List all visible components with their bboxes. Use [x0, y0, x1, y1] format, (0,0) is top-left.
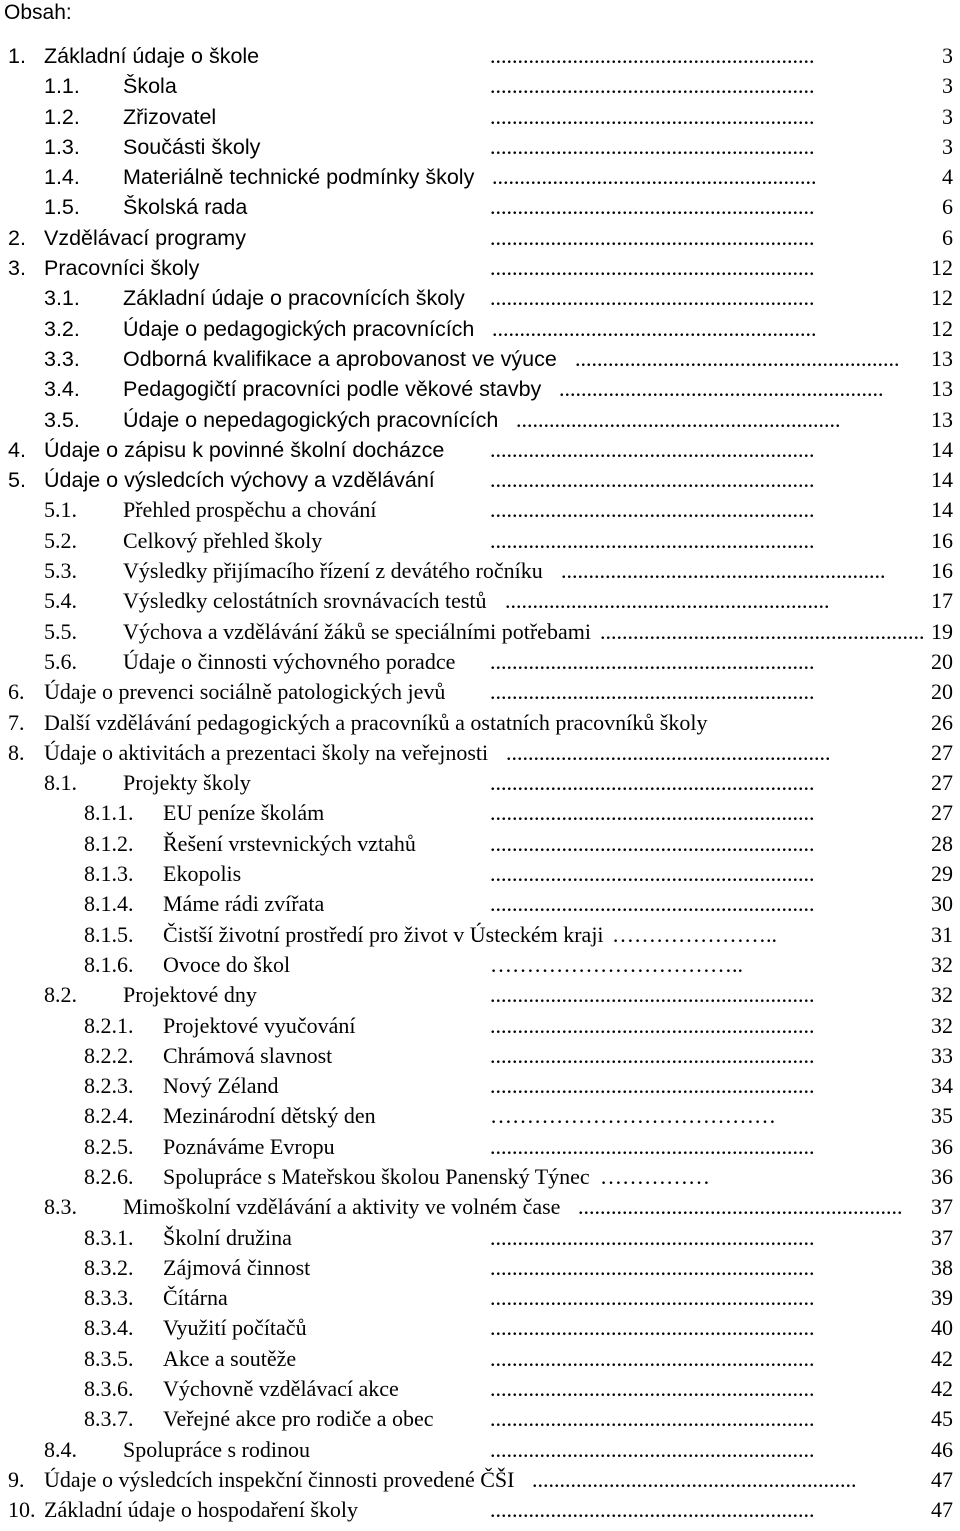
toc-entry-title: Celkový přehled školy	[123, 527, 323, 553]
toc-entry[interactable]	[0, 465, 960, 495]
toc-entry[interactable]	[0, 950, 960, 980]
toc-entry-number: 1.2.	[44, 104, 80, 129]
toc-entry-page: 46	[931, 1436, 953, 1462]
toc-entry-page: 19	[931, 618, 953, 644]
toc-entry-leader: ...........................................................	[490, 73, 815, 99]
table-of-contents	[0, 41, 960, 1526]
toc-entry-title: Zřizovatel	[123, 104, 217, 129]
toc-entry-leader: ...........................................................	[575, 345, 900, 371]
toc-entry-number: 4.	[8, 437, 26, 462]
toc-entry[interactable]	[0, 889, 960, 919]
toc-entry-title: Údaje o aktivitách a prezentaci školy na veřejnosti	[44, 739, 489, 765]
toc-entry-title: Projektové dny	[123, 982, 257, 1008]
toc-entry[interactable]	[0, 1132, 960, 1162]
toc-entry-title: Mezinárodní dětský den	[163, 1103, 376, 1129]
toc-entry-leader: ...........................................................	[490, 103, 815, 129]
toc-entry-number: 8.2.2.	[84, 1042, 134, 1068]
toc-entry-page: 17	[931, 588, 953, 614]
toc-entry-number: 1.3.	[44, 134, 80, 159]
toc-entry[interactable]	[0, 192, 960, 222]
toc-entry-page: 36	[931, 1133, 953, 1159]
toc-entry[interactable]	[0, 71, 960, 101]
toc-entry-number: 1.1.	[44, 74, 80, 99]
toc-entry-leader: ...........................................................	[490, 770, 815, 796]
toc-entry-title: Poznáváme Evropu	[163, 1133, 335, 1159]
toc-entry-title: Škola	[123, 74, 177, 99]
toc-entry-number: 8.1.3.	[84, 861, 134, 887]
toc-entry-number: 5.2.	[44, 527, 77, 553]
toc-entry-page: 29	[931, 861, 953, 887]
toc-entry[interactable]	[0, 798, 960, 828]
toc-entry-title: Základní údaje o pracovnících školy	[123, 286, 465, 311]
toc-entry-number: 5.6.	[44, 648, 77, 674]
toc-entry-number: 8.1.5.	[84, 921, 134, 947]
toc-entry-number: 8.2.5.	[84, 1133, 134, 1159]
toc-entry-title: Výsledky celostátních srovnávacích testů	[123, 588, 487, 614]
toc-entry-page: 13	[931, 345, 953, 371]
toc-entry-leader: ...........................................................	[532, 1466, 857, 1492]
toc-entry-number: 8.3.7.	[84, 1406, 134, 1432]
toc-entry-leader: ...........................................................	[490, 1436, 815, 1462]
toc-entry-page: 36	[931, 1163, 953, 1189]
toc-heading: Obsah:	[4, 1, 72, 24]
toc-entry-number: 3.2.	[44, 316, 80, 341]
toc-entry-leader: ...........................................................	[490, 1345, 815, 1371]
toc-entry[interactable]	[0, 344, 960, 374]
toc-entry-page: 39	[931, 1285, 953, 1311]
toc-entry-title: Zájmová činnost	[163, 1254, 311, 1280]
toc-entry-page: 6	[942, 194, 953, 220]
toc-entry-number: 10.	[8, 1497, 36, 1523]
toc-entry-title: Údaje o činnosti výchovného poradce	[123, 648, 456, 674]
toc-entry-page: 26	[931, 709, 953, 735]
toc-entry-page: 12	[931, 255, 953, 281]
toc-entry-title: Mimoškolní vzdělávání a aktivity ve volném čase	[123, 1194, 561, 1220]
toc-entry-page: 28	[931, 830, 953, 856]
toc-entry-leader: ...........................................................	[492, 164, 817, 190]
toc-entry[interactable]	[0, 1435, 960, 1465]
toc-entry-leader: …………………………………	[490, 1103, 776, 1129]
toc-entry-title: Odborná kvalifikace a aprobovanost ve výuce	[123, 346, 557, 371]
toc-entry-page: 33	[931, 1042, 953, 1068]
toc-entry-page: 27	[931, 770, 953, 796]
toc-entry-page: 40	[931, 1315, 953, 1341]
toc-entry[interactable]	[0, 617, 960, 647]
toc-entry-title: Řešení vrstevnických vztahů	[163, 830, 416, 856]
toc-entry[interactable]	[0, 314, 960, 344]
toc-entry-number: 9.	[8, 1466, 25, 1492]
toc-entry-number: 7.	[8, 709, 25, 735]
toc-entry-leader: ...........................................................	[490, 1406, 815, 1432]
toc-entry-title: Další vzdělávání pedagogických a pracovníků a ostatních pracovníků školy	[44, 709, 708, 735]
toc-entry-leader: ...........................................................	[490, 436, 815, 462]
toc-entry-number: 8.2.4.	[84, 1103, 134, 1129]
toc-entry-page: 14	[931, 436, 953, 462]
toc-entry-number: 8.	[8, 739, 25, 765]
toc-entry-number: 8.3.1.	[84, 1224, 134, 1250]
toc-entry-number: 8.2.6.	[84, 1163, 134, 1189]
toc-entry-leader: ...........................................................	[490, 497, 815, 523]
toc-entry[interactable]	[0, 1404, 960, 1434]
toc-entry[interactable]	[0, 405, 960, 435]
toc-entry-number: 8.3.2.	[84, 1254, 134, 1280]
toc-entry[interactable]	[0, 1495, 960, 1525]
toc-entry-page: 3	[942, 133, 953, 159]
toc-entry-page: 45	[931, 1406, 953, 1432]
toc-entry-leader: ...........................................................	[578, 1194, 903, 1220]
toc-entry[interactable]	[0, 920, 960, 950]
toc-entry-leader: ...........................................................	[490, 1042, 815, 1068]
toc-entry-title: Pracovníci školy	[44, 256, 200, 281]
toc-entry-leader: ...........................................................	[505, 588, 830, 614]
toc-entry-page: 3	[942, 73, 953, 99]
toc-entry-number: 8.4.	[44, 1436, 77, 1462]
toc-entry-number: 3.1.	[44, 286, 80, 311]
toc-entry-page: 32	[931, 1012, 953, 1038]
toc-entry[interactable]	[0, 495, 960, 525]
toc-entry-number: 1.	[8, 44, 26, 68]
toc-entry-title: Spolupráce s rodinou	[123, 1436, 310, 1462]
toc-entry[interactable]	[0, 1253, 960, 1283]
toc-entry-leader: ...........................................................	[516, 406, 841, 432]
toc-entry[interactable]	[0, 132, 960, 162]
toc-entry-number: 5.3.	[44, 558, 77, 584]
toc-entry-page: 47	[931, 1466, 953, 1492]
toc-entry-page: 20	[931, 648, 953, 674]
toc-entry-page: 16	[931, 558, 953, 584]
toc-entry-page: 35	[931, 1103, 953, 1129]
toc-entry-leader: ...........................................................	[490, 830, 815, 856]
toc-entry-title: Využití počítačů	[163, 1315, 307, 1341]
toc-entry-page: 38	[931, 1254, 953, 1280]
toc-entry-page: 34	[931, 1073, 953, 1099]
toc-entry[interactable]	[0, 1162, 960, 1192]
toc-entry-title: Nový Zéland	[163, 1073, 279, 1099]
toc-entry-number: 8.2.1.	[84, 1012, 134, 1038]
toc-entry[interactable]	[0, 162, 960, 192]
toc-entry-number: 8.1.4.	[84, 891, 134, 917]
toc-entry-title: Základní údaje o škole	[44, 44, 260, 68]
toc-entry-title: Pedagogičtí pracovníci podle věkové stavby	[123, 377, 542, 402]
toc-entry-leader: ...........................................................	[490, 1285, 815, 1311]
toc-entry[interactable]	[0, 283, 960, 313]
toc-entry-number: 3.4.	[44, 377, 80, 402]
toc-entry-number: 8.1.	[44, 770, 77, 796]
toc-entry[interactable]	[0, 768, 960, 798]
toc-entry-leader: ...........................................................	[490, 1133, 815, 1159]
toc-entry-title: Výchovně vzdělávací akce	[163, 1376, 399, 1402]
toc-entry-number: 3.	[8, 256, 26, 281]
toc-entry-number: 8.1.6.	[84, 951, 134, 977]
toc-entry-title: Materiálně technické podmínky školy	[123, 165, 475, 190]
toc-entry-number: 8.3.3.	[84, 1285, 134, 1311]
toc-entry-leader: ...........................................................	[490, 224, 815, 250]
toc-entry[interactable]	[0, 1041, 960, 1071]
toc-entry-title: Veřejné akce pro rodiče a obec	[163, 1406, 434, 1432]
toc-entry-page: 42	[931, 1345, 953, 1371]
toc-entry[interactable]	[0, 859, 960, 889]
toc-entry-leader: ...........................................................	[490, 800, 815, 826]
toc-entry-title: Údaje o pedagogických pracovnících	[123, 316, 475, 341]
toc-entry-leader: ...........................................................	[490, 527, 815, 553]
toc-entry-number: 5.5.	[44, 618, 77, 644]
toc-entry[interactable]	[0, 1101, 960, 1131]
toc-entry-title: Údaje o nepedagogických pracovnících	[123, 407, 499, 432]
toc-entry-page: 42	[931, 1376, 953, 1402]
toc-entry[interactable]	[0, 1374, 960, 1404]
toc-entry-leader: ...........................................................	[490, 982, 815, 1008]
toc-entry-leader: ...........................................................	[490, 648, 815, 674]
toc-entry-leader: …………………..	[612, 921, 777, 947]
toc-entry-number: 8.3.5.	[84, 1345, 134, 1371]
toc-entry-leader: ...........................................................	[490, 891, 815, 917]
toc-entry[interactable]	[0, 253, 960, 283]
toc-entry-page: 16	[931, 527, 953, 553]
toc-entry-leader: ...........................................................	[559, 376, 884, 402]
toc-entry[interactable]	[0, 41, 960, 71]
toc-entry-leader: ...........................................................	[490, 1315, 815, 1341]
toc-entry-page: 27	[931, 739, 953, 765]
toc-entry-title: Čítárna	[163, 1285, 228, 1311]
toc-entry-title: Výchova a vzdělávání žáků se speciálními potřebami	[123, 618, 591, 644]
toc-entry-leader: ...........................................................	[490, 861, 815, 887]
toc-entry[interactable]	[0, 223, 960, 253]
toc-entry-page: 3	[942, 43, 953, 68]
toc-entry-number: 8.1.1.	[84, 800, 134, 826]
toc-entry-title: Údaje o výsledcích výchovy a vzdělávání	[44, 468, 435, 493]
toc-entry-page: 31	[931, 921, 953, 947]
toc-entry-leader: ...........................................................	[490, 1497, 815, 1523]
toc-entry-leader: ...........................................................	[490, 1376, 815, 1402]
toc-entry-page: 30	[931, 891, 953, 917]
toc-entry-number: 5.4.	[44, 588, 77, 614]
toc-entry-title: Přehled prospěchu a chování	[123, 497, 377, 523]
toc-entry[interactable]	[0, 677, 960, 707]
toc-entry-title: Projektové vyučování	[163, 1012, 356, 1038]
toc-entry-leader: ...........................................................	[490, 43, 815, 68]
toc-entry-leader: ...........................................................	[490, 1224, 815, 1250]
toc-entry-title: Údaje o zápisu k povinné školní docházce	[44, 437, 445, 462]
toc-entry-title: Chrámová slavnost	[163, 1042, 333, 1068]
toc-entry-number: 1.4.	[44, 165, 80, 190]
toc-entry-leader: ...........................................................	[492, 315, 817, 341]
toc-entry-title: EU peníze školám	[163, 800, 325, 826]
toc-entry-page: 32	[931, 982, 953, 1008]
toc-entry-number: 5.1.	[44, 497, 77, 523]
toc-entry-page: 12	[931, 285, 953, 311]
toc-entry-leader: ...........................................................	[490, 467, 815, 493]
toc-entry-page: 20	[931, 679, 953, 705]
toc-entry-leader: ...........................................................	[561, 558, 886, 584]
toc-entry-title: Ovoce do škol	[163, 951, 291, 977]
toc-entry-title: Školní družina	[163, 1224, 292, 1250]
toc-entry-page: 13	[931, 406, 953, 432]
toc-entry-title: Spolupráce s Mateřskou školou Panenský Týnec	[163, 1163, 590, 1189]
toc-entry-page: 32	[931, 951, 953, 977]
toc-entry[interactable]	[0, 102, 960, 132]
toc-entry[interactable]	[0, 738, 960, 768]
toc-entry-leader: ……………………………..	[490, 951, 743, 977]
toc-entry-title: Projekty školy	[123, 770, 251, 796]
toc-entry-page: 14	[931, 497, 953, 523]
toc-entry-number: 2.	[8, 225, 26, 250]
toc-entry[interactable]	[0, 1192, 960, 1222]
toc-entry-title: Základní údaje o hospodaření školy	[44, 1497, 359, 1523]
toc-entry[interactable]	[0, 1465, 960, 1495]
toc-entry-number: 5.	[8, 468, 26, 493]
toc-entry-leader: ...........................................................	[490, 194, 815, 220]
toc-entry-leader: ...........................................................	[490, 285, 815, 311]
toc-entry-title: Ekopolis	[163, 861, 242, 887]
toc-entry-leader: ...........................................................	[490, 133, 815, 159]
toc-entry[interactable]	[0, 647, 960, 677]
toc-entry[interactable]	[0, 586, 960, 616]
toc-entry-page: 3	[942, 103, 953, 129]
toc-entry-title: Součásti školy	[123, 134, 261, 159]
toc-entry-title: Výsledky přijímacího řízení z devátého ročníku	[123, 558, 543, 584]
toc-entry-page: 4	[942, 164, 953, 190]
toc-entry[interactable]	[0, 374, 960, 404]
toc-entry[interactable]	[0, 980, 960, 1010]
toc-entry-leader: ...........................................................	[600, 618, 925, 644]
toc-entry-number: 8.3.6.	[84, 1376, 134, 1402]
toc-entry[interactable]	[0, 556, 960, 586]
toc-entry-number: 3.3.	[44, 346, 80, 371]
toc-entry-page: 12	[931, 315, 953, 341]
toc-entry-title: Čistší životní prostředí pro život v Ústeckém kraji	[163, 921, 604, 947]
toc-entry-title: Máme rádi zvířata	[163, 891, 325, 917]
toc-entry-title: Vzdělávací programy	[44, 225, 246, 250]
toc-entry-number: 1.5.	[44, 195, 80, 220]
toc-entry[interactable]	[0, 1313, 960, 1343]
toc-entry-leader: ...........................................................	[490, 1254, 815, 1280]
toc-entry[interactable]	[0, 1344, 960, 1374]
toc-entry-page: 47	[931, 1497, 953, 1523]
toc-entry-leader: ...........................................................	[490, 255, 815, 281]
toc-entry[interactable]	[0, 708, 960, 738]
toc-entry[interactable]	[0, 435, 960, 465]
toc-entry-title: Školská rada	[123, 195, 248, 220]
toc-entry-title: Údaje o výsledcích inspekční činnosti provedené ČŠI	[44, 1466, 515, 1492]
toc-entry-page: 37	[931, 1224, 953, 1250]
toc-entry-number: 8.3.	[44, 1194, 77, 1220]
toc-entry[interactable]	[0, 1223, 960, 1253]
toc-entry-page: 13	[931, 376, 953, 402]
toc-entry-number: 8.3.4.	[84, 1315, 134, 1341]
toc-entry-leader: ……………	[600, 1163, 710, 1189]
toc-entry-page: 14	[931, 467, 953, 493]
toc-entry-number: 6.	[8, 679, 25, 705]
toc-entry-number: 8.2.3.	[84, 1073, 134, 1099]
toc-entry[interactable]	[0, 1011, 960, 1041]
toc-entry-page: 37	[931, 1194, 953, 1220]
toc-entry[interactable]	[0, 1283, 960, 1313]
toc-entry-leader: ...........................................................	[506, 739, 831, 765]
toc-entry-number: 3.5.	[44, 407, 80, 432]
toc-entry[interactable]	[0, 526, 960, 556]
toc-entry-number: 8.1.2.	[84, 830, 134, 856]
toc-entry-leader: ...........................................................	[490, 1012, 815, 1038]
toc-entry-leader: ...........................................................	[490, 679, 815, 705]
toc-entry-page: 6	[942, 224, 953, 250]
toc-entry[interactable]	[0, 829, 960, 859]
toc-entry-leader: ...........................................................	[490, 1073, 815, 1099]
toc-entry-page: 27	[931, 800, 953, 826]
toc-entry-title: Údaje o prevenci sociálně patologických jevů	[44, 679, 446, 705]
toc-entry-title: Akce a soutěže	[163, 1345, 297, 1371]
toc-entry-number: 8.2.	[44, 982, 77, 1008]
toc-entry[interactable]	[0, 1071, 960, 1101]
